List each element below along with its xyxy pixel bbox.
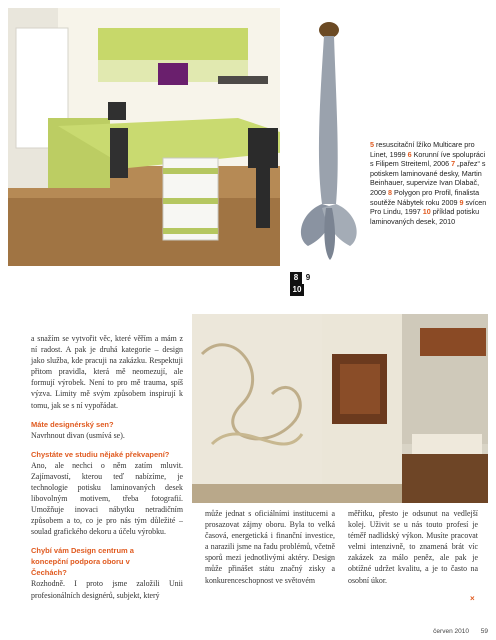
page-number: 59	[480, 628, 488, 635]
living-room-photo	[192, 314, 488, 503]
interview-question: Chybí vám Design centrum a koncepční podpora oboru v Čechách?	[31, 546, 134, 578]
issue-date: červen 2010	[433, 628, 469, 635]
column-1	[31, 333, 183, 601]
interview-answer: Navrhnout divan (usmívá se).	[31, 430, 125, 440]
caption-num: 10	[422, 207, 431, 217]
caption-num: 8	[388, 187, 392, 197]
photo-caption	[370, 140, 488, 226]
paragraph: může jednat s oficiálními institucemi a prosazovat zájmy oboru. Byla to velká časová, energetická i finanční investice, a narazili jsme na řadu problémů, včetně sporů mezi jednotlivými aktéry. Design může přinášet státu značný zisky a konkurenceschopnost ve světovém	[205, 509, 335, 585]
paragraph: a snažím se vytvořit věc, které věřím a mám z ní radost. A pak je druhá kategorie – design jako služba, kde pracuji na zakázku. Respektuji přitom pravidla, která mě neomezují, ale formují výrobek. Není to pro mě trauma, spíš výzva. Limity mě svým způsobem inspirují k tomu, jak se s ní vypořádat.	[31, 334, 183, 410]
caption-num: 7	[451, 159, 456, 169]
caption-text: „pařez“ s potiskem laminované desky, Martin Beinhauer, supervize Ivan Dlabač, 2009	[370, 159, 486, 197]
photo-number-10: 10	[290, 284, 304, 296]
spoon-sculpture-photo	[280, 8, 488, 266]
end-mark: ×	[470, 594, 475, 603]
interview-answer: Rozhodně. I proto jsme založili Unii profesionálních designérů, subjekt, který	[31, 579, 183, 600]
caption-text: příklad potisku laminovaných desek, 2010	[370, 207, 480, 226]
interview-question: Máte designérský sen?	[31, 419, 114, 429]
caption-text: Polygon pro Profil, finalista soutěže Nábytek roku 2009	[370, 187, 480, 207]
column-3	[348, 508, 478, 586]
column-2	[205, 508, 335, 586]
page-footer	[433, 628, 488, 635]
interview-answer: Ano, ale nechci o něm zatím mluvit. Zajímavostí, kterou teď nabízíme, je technologie potisku laminovaných desek libovolným motivem, třeba fotografií. Umožňuje inovaci nábytku netradičním způsobem a to, co je pro nás tým důležité – soulad grafického dekoru a účelu výrobku.	[31, 460, 183, 537]
caption-num: 5	[370, 140, 374, 149]
caption-num: 9	[459, 197, 464, 207]
photo-number-9: 9	[302, 272, 314, 284]
photo-number-8: 8	[290, 272, 302, 284]
caption-num: 6	[407, 149, 412, 159]
paragraph: měřítku, přesto je odsunut na vedlejší kolej. Uživit se u nás touto profesí je téměř nadlidský výkon. Musíte pracovat velmi intenzivně, to znamená brát víc zakázek za málo peněz, ale pak je obtížné udržet kvalitu, a je to často na osobní úkor.	[348, 509, 478, 585]
interview-question: Chystáte ve studiu nějaké překvapení?	[31, 449, 170, 459]
caption-text: Korunní íve spolupráci s Filipem Streiteml, 2006	[370, 149, 486, 169]
caption-text: svícen Pro Lindu, 1997	[370, 197, 487, 217]
caption-text: resuscitační lžíko Multicare pro Linet, 1999	[370, 140, 475, 159]
